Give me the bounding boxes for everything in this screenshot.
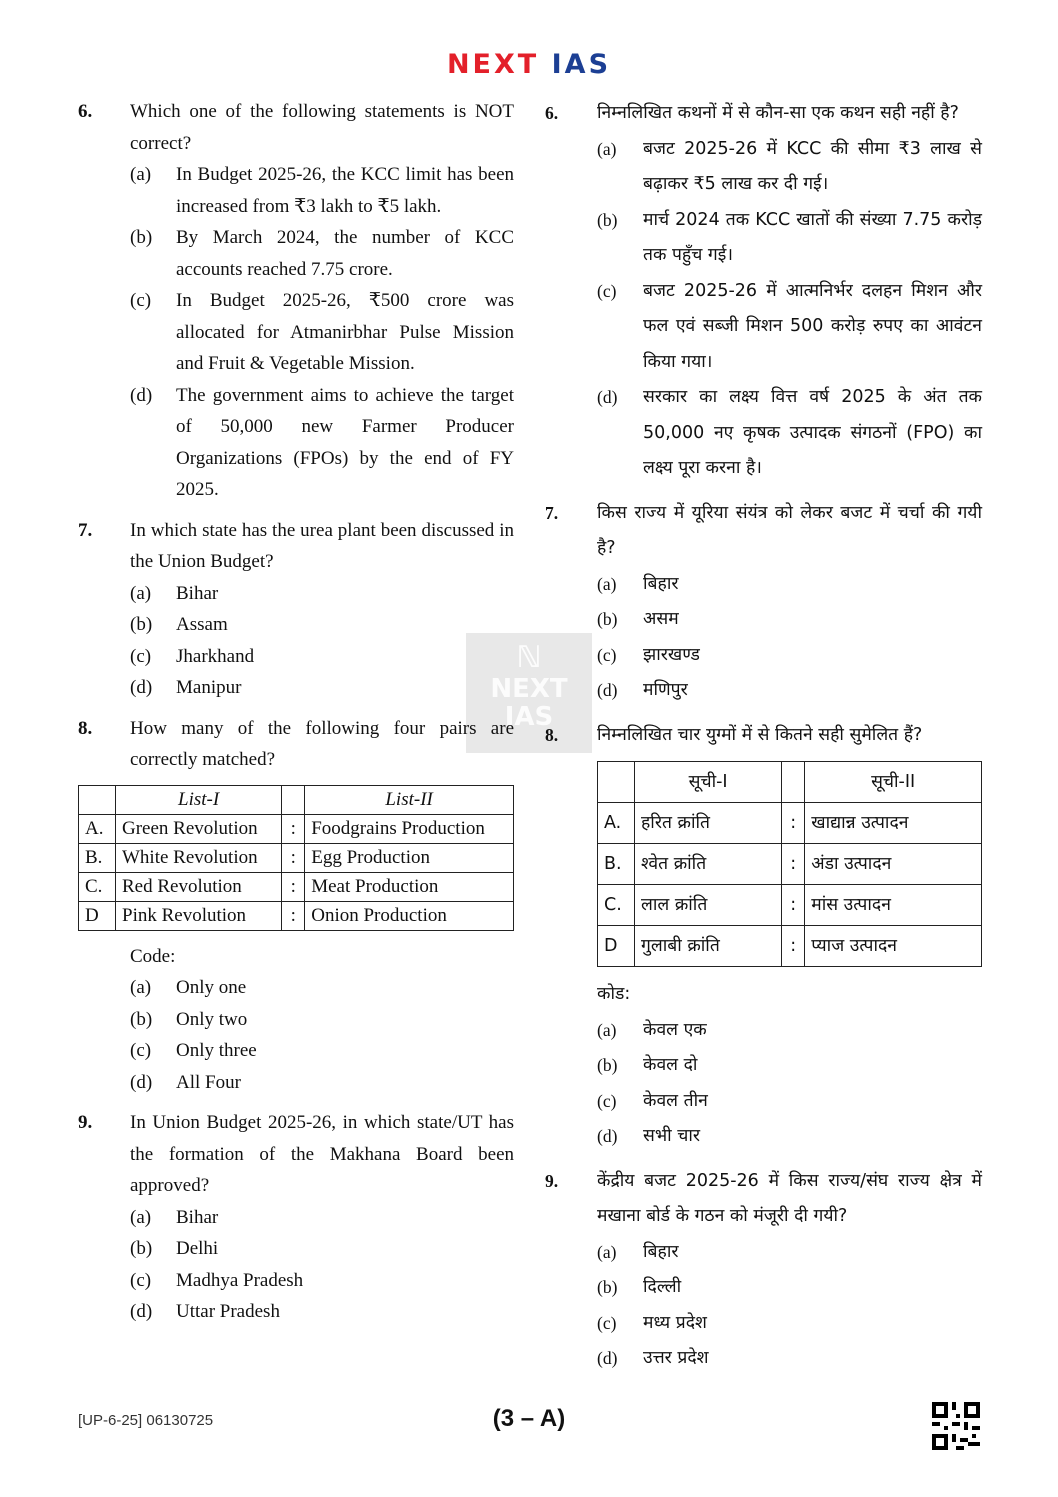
- logo-ias: IAS: [551, 49, 612, 80]
- option-a: (a) Bihar: [130, 582, 219, 604]
- option-a: (a) Only one: [130, 977, 247, 998]
- question-number: 8.: [78, 717, 93, 739]
- option-b: (b) Only two: [130, 1008, 248, 1030]
- question-8-hi-options: [545, 977, 982, 1155]
- option-c: (c) झारखण्ड: [597, 644, 700, 665]
- option-b: (b) केवल दो: [597, 1055, 698, 1075]
- option-c: (c) Madhya Pradesh: [130, 1269, 304, 1291]
- option-d: (d) उत्तर प्रदेश: [597, 1348, 709, 1368]
- watermark-n-icon: ℕ: [516, 640, 542, 675]
- option-a: (a) बिहार: [597, 573, 679, 594]
- question-text: In Union Budget 2025-26, in which state/UT has the formation of the Makhana Board been approved?: [130, 1112, 514, 1196]
- option-a: (a) बिहार: [597, 1241, 679, 1262]
- paper-code: [UP-6-25] 06130725: [78, 1412, 214, 1429]
- question-8-en: [78, 713, 514, 776]
- option-b: (b) Delhi: [130, 1238, 219, 1259]
- table-header-row: [598, 762, 982, 803]
- question-number: 7.: [545, 502, 559, 523]
- option-b: (b) दिल्ली: [597, 1277, 682, 1297]
- next-ias-logo: [0, 50, 1058, 80]
- question-number: 6.: [545, 103, 559, 123]
- qr-code-icon: [932, 1402, 980, 1450]
- question-6-en: [78, 96, 514, 506]
- option-a: (a) बजट 2025-26 में KCC की सीमा ₹3 लाख से बढ़ाकर ₹5 लाख कर दी गई।: [597, 138, 982, 194]
- question-7-en: [78, 515, 514, 704]
- watermark-line2: IAS: [504, 702, 554, 732]
- option-c: (c) Jharkhand: [130, 645, 255, 667]
- english-column: [78, 96, 514, 1337]
- question-number: 6.: [78, 101, 93, 122]
- question-number: 9.: [78, 1112, 93, 1133]
- question-6-hi: [545, 96, 982, 487]
- list-2-header: सूची-II: [805, 762, 982, 803]
- question-9-hi: [545, 1164, 982, 1377]
- option-d: (d) All Four: [130, 1071, 241, 1093]
- option-d: (d) Uttar Pradesh: [130, 1301, 280, 1322]
- table-row: B. White Revolution : Egg Production: [79, 843, 514, 872]
- question-number: 9.: [545, 1170, 559, 1191]
- option-d: (d) Manipur: [130, 677, 242, 698]
- table-row: A. Green Revolution : Foodgrains Production: [79, 814, 514, 843]
- table-row: C. Red Revolution : Meat Production: [79, 872, 514, 901]
- question-7-hi: [545, 496, 982, 709]
- code-label: कोड:: [597, 984, 631, 1004]
- question-text: किस राज्य में यूरिया संयंत्र को लेकर बजट में चर्चा की गयी है?: [597, 502, 982, 558]
- question-8-hi: [545, 718, 982, 754]
- option-c: (c) मध्य प्रदेश: [597, 1312, 707, 1333]
- question-text: केंद्रीय बजट 2025-26 में किस राज्य/संघ राज्य क्षेत्र में मखाना बोर्ड के गठन को मंजूरी दी गयी?: [597, 1170, 982, 1226]
- table-row: D Pink Revolution : Onion Production: [79, 901, 514, 930]
- question-text: In which state has the urea plant been discussed in the Union Budget?: [130, 519, 514, 572]
- option-b: (b) असम: [597, 609, 679, 629]
- option-b: (b) By March 2024, the number of KCC accounts reached 7.75 crore.: [130, 227, 514, 280]
- question-text: निम्नलिखित चार युग्मों में से कितने सही सुमेलित हैं?: [597, 724, 923, 745]
- option-d: (d) सभी चार: [597, 1126, 701, 1146]
- question-9-en: [78, 1107, 514, 1328]
- watermark-line1: NEXT: [490, 674, 568, 704]
- logo-next: NEXT: [446, 49, 540, 80]
- option-c: (c) In Budget 2025-26, ₹500 crore was allocated for Atmanirbhar Pulse Mission and Fruit & Vegetable Mission.: [130, 290, 514, 374]
- question-text: Which one of the following statements is NOT correct?: [130, 101, 514, 154]
- question-number: 8.: [545, 724, 559, 745]
- table-row: D गुलाबी क्रांति : प्याज उत्पादन: [598, 926, 982, 967]
- option-d: (d) मणिपुर: [597, 680, 688, 700]
- list-2-header: List-II: [305, 785, 514, 814]
- table-row: C. लाल क्रांति : मांस उत्पादन: [598, 885, 982, 926]
- page-number: (3 – A): [492, 1405, 566, 1432]
- option-d: (d) The government aims to achieve the target of 50,000 new Farmer Producer Organizations (FPOs) by the end of FY 2025.: [130, 384, 514, 500]
- list-1-header: सूची-I: [635, 762, 782, 803]
- option-b: (b) मार्च 2024 तक KCC खातों की संख्या 7.75 करोड़ तक पहुँच गई।: [597, 209, 982, 265]
- code-label: Code:: [130, 945, 176, 967]
- question-8-en-options: [78, 941, 514, 1099]
- table-row: A. हरित क्रांति : खाद्यान्न उत्पादन: [598, 803, 982, 844]
- option-c: (c) Only three: [130, 1040, 257, 1061]
- match-table-en: [78, 785, 514, 931]
- hindi-column: [545, 96, 982, 1386]
- question-text: निम्नलिखित कथनों में से कौन-सा एक कथन सही नहीं है?: [597, 103, 959, 123]
- option-c: (c) बजट 2025-26 में आत्मनिर्भर दलहन मिशन और फल एवं सब्जी मिशन 500 करोड़ रुपए का आवंटन किया गया।: [597, 280, 982, 372]
- option-a: (a) केवल एक: [597, 1019, 707, 1040]
- option-d: (d) सरकार का लक्ष्य वित्त वर्ष 2025 के अंत तक 50,000 नए कृषक उत्पादक संगठनों (FPO) का लक्ष्य पूरा करना है।: [597, 387, 982, 478]
- option-a: (a) In Budget 2025-26, the KCC limit has been increased from ₹3 lakh to ₹5 lakh.: [130, 164, 514, 217]
- match-table-hi: [597, 761, 982, 967]
- table-row: B. श्वेत क्रांति : अंडा उत्पादन: [598, 844, 982, 885]
- option-b: (b) Assam: [130, 614, 228, 635]
- question-text: How many of the following four pairs are correctly matched?: [130, 717, 514, 770]
- option-c: (c) केवल तीन: [597, 1090, 708, 1111]
- question-number: 7.: [78, 519, 93, 541]
- table-header-row: [79, 785, 514, 814]
- option-a: (a) Bihar: [130, 1206, 219, 1228]
- list-1-header: List-I: [116, 785, 282, 814]
